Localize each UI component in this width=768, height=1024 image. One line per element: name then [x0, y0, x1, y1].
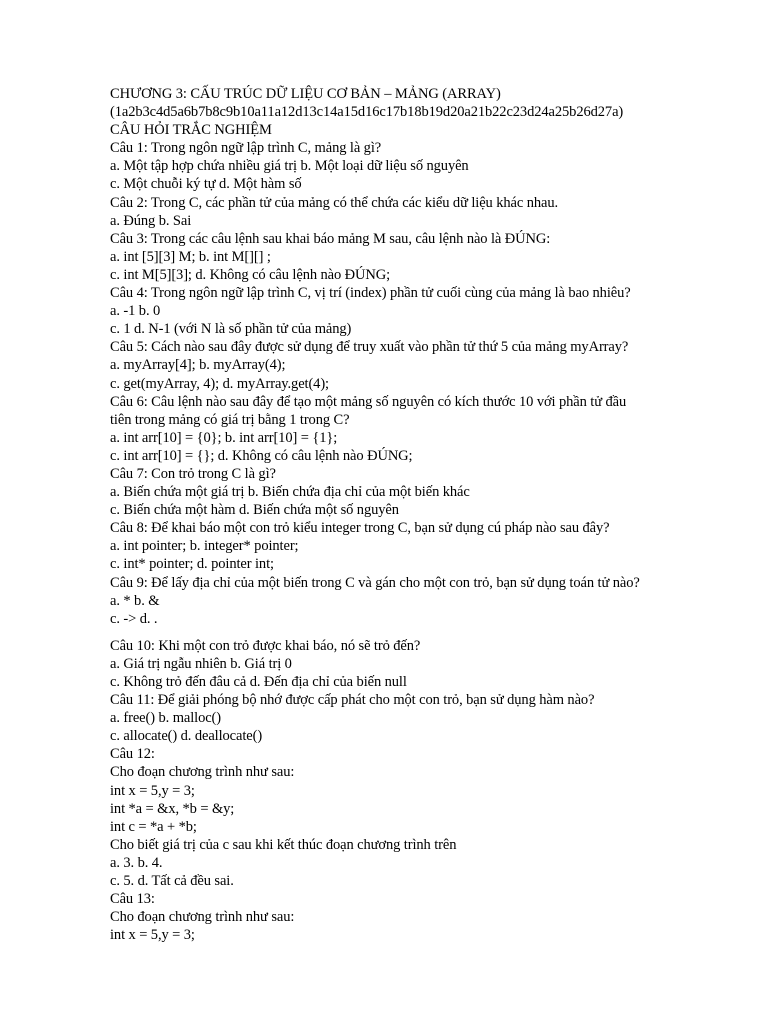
text-line: c. int M[5][3]; d. Không có câu lệnh nào ĐÚNG;	[110, 266, 391, 283]
text-line: c. get(myArray, 4); d. myArray.get(4);	[110, 375, 329, 392]
text-line: Cho đoạn chương trình như sau:	[110, 909, 295, 926]
text-line: Câu 6: Câu lệnh nào sau đây để tạo một mảng số nguyên có kích thước 10 với phần tử đầu	[110, 393, 627, 410]
paragraph-gap	[110, 628, 750, 637]
chapter-title: CHƯƠNG 3: CẤU TRÚC DỮ LIỆU CƠ BẢN – MẢNG (ARRAY)	[110, 86, 501, 102]
text-line: c. Một chuỗi ký tự d. Một hàm số	[110, 176, 302, 193]
text-line: a. int arr[10] = {0}; b. int arr[10] = {1};	[110, 429, 338, 446]
text-line: a. Một tập hợp chứa nhiều giá trị b. Một loại dữ liệu số nguyên	[110, 158, 469, 175]
question-block-1	[110, 139, 750, 628]
text-line: tiên trong mảng có giá trị bằng 1 trong C?	[110, 411, 350, 428]
answer-key-code: (1a2b3c4d5a6b7b8c9b10a11a12d13c14a15d16c17b18b19d20a21b22c23d24a25b26d27a)	[110, 104, 624, 121]
text-line: Câu 7: Con trỏ trong C là gì?	[110, 465, 276, 482]
text-line: int *a = &x, *b = &y;	[110, 800, 235, 817]
text-line: c. Biến chứa một hàm d. Biến chứa một số nguyên	[110, 502, 399, 519]
text-line: int c = *a + *b;	[110, 818, 197, 835]
text-line: Câu 9: Để lấy địa chỉ của một biến trong C và gán cho một con trỏ, bạn sử dụng toán tử nào?	[110, 574, 640, 591]
text-line: a. Giá trị ngẫu nhiên b. Giá trị 0	[110, 655, 292, 672]
text-line: c. -> d. .	[110, 610, 158, 627]
text-line: Câu 12:	[110, 746, 155, 763]
text-line: Câu 10: Khi một con trỏ được khai báo, nó sẽ trỏ đến?	[110, 637, 421, 654]
question-block-2	[110, 637, 750, 945]
text-line: Câu 3: Trong các câu lệnh sau khai báo mảng M sau, câu lệnh nào là ĐÚNG:	[110, 230, 551, 247]
text-line: a. Đúng b. Sai	[110, 212, 192, 229]
text-line: int x = 5,y = 3;	[110, 927, 195, 944]
text-line: Cho biết giá trị của c sau khi kết thúc đoạn chương trình trên	[110, 836, 457, 853]
text-line: a. 3. b. 4.	[110, 854, 163, 871]
text-line: Câu 8: Để khai báo một con trỏ kiểu integer trong C, bạn sử dụng cú pháp nào sau đây?	[110, 520, 610, 537]
text-line: Câu 1: Trong ngôn ngữ lập trình C, mảng là gì?	[110, 140, 382, 157]
text-line: Câu 4: Trong ngôn ngữ lập trình C, vị trí (index) phần tử cuối cùng của mảng là bao nhiêu?	[110, 285, 631, 302]
text-line: a. free() b. malloc()	[110, 710, 222, 727]
text-line: a. int [5][3] M; b. int M[][] ;	[110, 248, 271, 265]
text-line: c. 1 d. N-1 (với N là số phần tử của mảng)	[110, 321, 352, 338]
text-line: c. int arr[10] = {}; d. Không có câu lệnh nào ĐÚNG;	[110, 447, 413, 464]
text-line: Câu 11: Để giải phóng bộ nhớ được cấp phát cho một con trỏ, bạn sử dụng hàm nào?	[110, 692, 595, 709]
text-line: Câu 2: Trong C, các phần tử của mảng có thể chứa các kiểu dữ liệu khác nhau.	[110, 194, 559, 211]
text-line: a. * b. &	[110, 592, 160, 609]
text-line: a. int pointer; b. integer* pointer;	[110, 538, 299, 555]
text-line: Câu 13:	[110, 891, 155, 908]
text-line: c. Không trỏ đến đâu cả d. Đến địa chỉ của biến null	[110, 674, 407, 690]
text-line: a. Biến chứa một giá trị b. Biến chứa địa chỉ của một biến khác	[110, 484, 470, 501]
text-line: a. -1 b. 0	[110, 303, 161, 320]
text-line: int x = 5,y = 3;	[110, 782, 195, 799]
document-content	[110, 85, 750, 944]
text-line: Cho đoạn chương trình như sau:	[110, 764, 295, 781]
section-heading: CÂU HỎI TRẮC NGHIỆM	[110, 122, 272, 139]
text-line: a. myArray[4]; b. myArray(4);	[110, 357, 286, 374]
text-line: Câu 5: Cách nào sau đây được sử dụng để truy xuất vào phần tử thứ 5 của mảng myArray?	[110, 339, 629, 356]
text-line: c. allocate() d. deallocate()	[110, 728, 263, 745]
text-line: c. 5. d. Tất cả đều sai.	[110, 873, 234, 890]
text-line: c. int* pointer; d. pointer int;	[110, 556, 274, 573]
